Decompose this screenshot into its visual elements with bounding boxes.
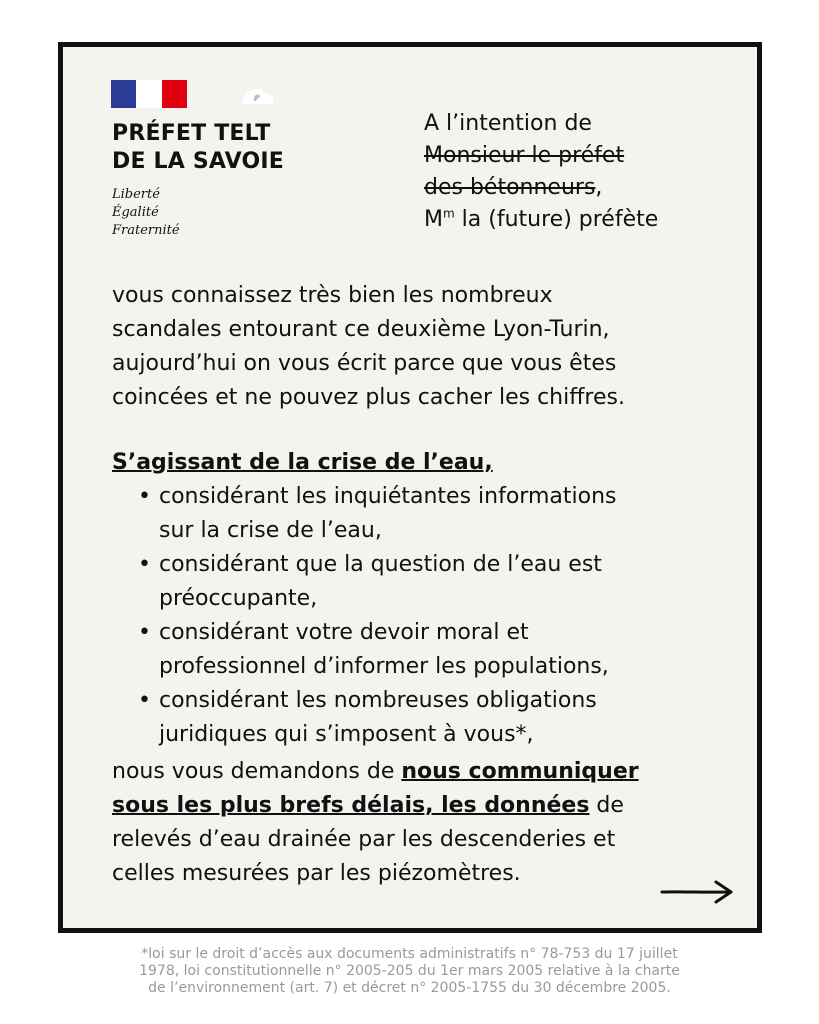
request-paragraph [112,755,742,891]
request-text: relevés d’eau drainée par les descenderies et [112,827,616,852]
recipient-title-prefix: M [424,207,443,232]
addressee-new-recipient [424,204,744,236]
republic-flag-logo [111,80,187,108]
request-text: celles mesurées par les piézomètres. [112,861,521,886]
intro-paragraph [112,279,742,415]
motto-fraternite: Fraternité [112,223,180,238]
section-heading: S’agissant de la crise de l’eau, [112,450,493,475]
arrow-right-icon[interactable] [660,878,734,906]
marianne-icon [236,84,284,104]
motto-liberte: Liberté [112,187,160,202]
motto-egalite: Égalité [112,205,159,220]
intro-line: coincées et ne pouvez plus cacher les chiffres. [112,385,625,410]
prefecture-title [112,120,372,176]
legal-footnote [40,946,779,997]
list-item-line: • considérant les nombreuses obligations [159,688,597,713]
list-item [138,616,738,684]
footnote-line: 1978, loi constitutionnelle n° 2005-205 du 1er mars 2005 relative à la charte [139,963,680,979]
addressee-block [424,108,744,236]
footnote-line: *loi sur le droit d’accès aux documents administratifs n° 78-753 du 17 juillet [141,946,678,962]
request-text: nous vous demandons de [112,759,402,784]
prefecture-title-line1: PRÉFET TELT [112,121,271,146]
list-item-line: sur la crise de l’eau, [159,518,382,543]
addressee-intro: A l’intention de [424,111,592,136]
request-emphasis: nous communiquer [401,759,639,784]
request-text: de [589,793,624,818]
list-item-line: • considérant que la question de l’eau est [159,552,602,577]
list-item-line: juridiques qui s’imposent à vous*, [159,722,534,747]
recipient-title-sup: m [442,206,455,221]
prefecture-title-line2: DE LA SAVOIE [112,149,284,174]
flag-band-blue [111,80,136,108]
republic-motto [112,186,180,240]
list-item [138,548,738,616]
addressee-struck-line1: Monsieur le préfet [424,143,625,168]
addressee-struck-line2: des bétonneurs [424,175,596,200]
flag-band-red [162,80,187,108]
intro-line: aujourd’hui on vous écrit parce que vous êtes [112,351,617,376]
list-item-line: professionnel d’informer les populations, [159,654,609,679]
flag-band-white [136,80,161,108]
recipient-title-rest: la (future) préfète [454,207,659,232]
list-item [138,480,738,548]
footnote-line: de l’environnement (art. 7) et décret n° 2005-1755 du 30 décembre 2005. [148,980,671,996]
intro-line: vous connaissez très bien les nombreux [112,283,553,308]
addressee-comma: , [595,175,603,200]
list-item [138,684,738,752]
list-item-line: • considérant votre devoir moral et [159,620,529,645]
list-item-line: • considérant les inquiétantes informations [159,484,617,509]
list-item-line: préoccupante, [159,586,318,611]
considerations-list [138,480,738,752]
request-emphasis: sous les plus brefs délais, les données [112,793,590,818]
intro-line: scandales entourant ce deuxième Lyon-Turin, [112,317,610,342]
